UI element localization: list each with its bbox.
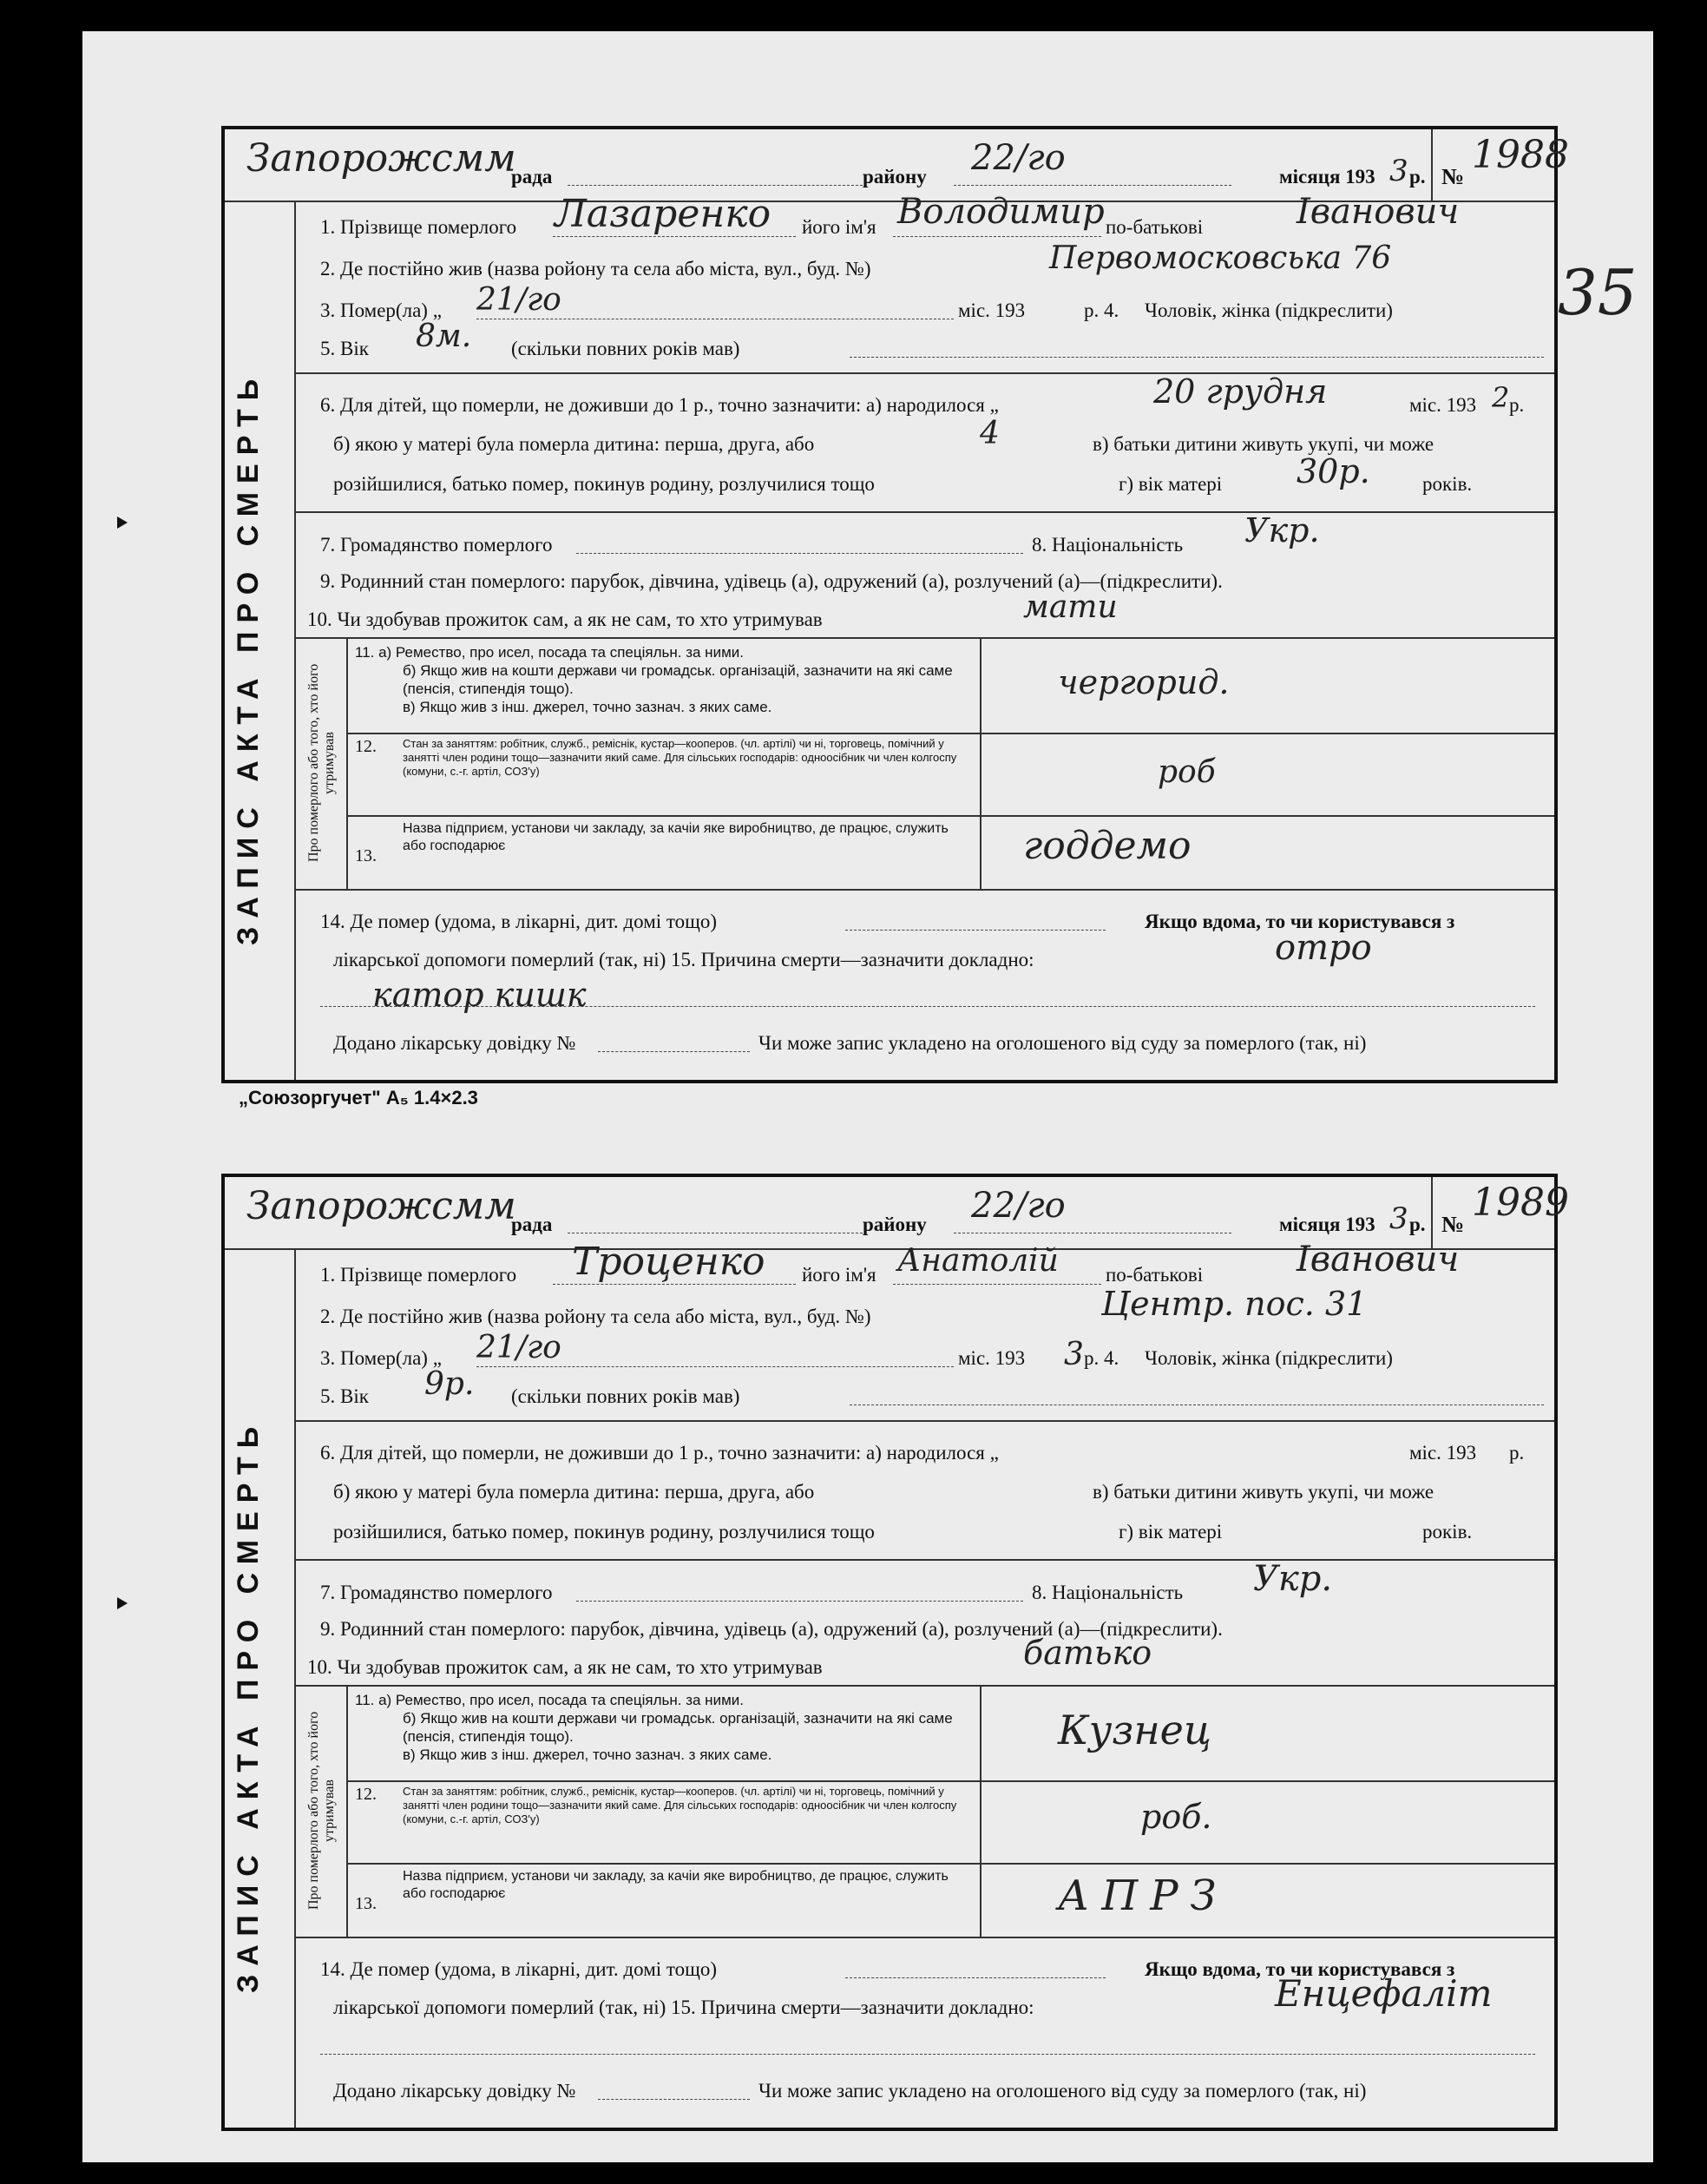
rada-label: рада [511,166,553,187]
q14b-label: Якщо вдома, то чи користувався з [1145,911,1455,932]
address: Центр. пос. 31 [1101,1285,1368,1323]
q3-label: 3. Помер(ла) „ [320,299,442,321]
q8-label: 8. Національність [1032,534,1184,556]
born-year: 2 [1492,381,1510,414]
sub-side-label: Про померлого або того, хто його утримував [306,663,337,863]
side-title: ЗАПИС АКТА ПРО СМЕРТЬ [232,1418,265,1993]
q11a: 11. а) Ремество, про исел, посада та спеціяльн. за ними. [355,644,744,661]
cause: Енцефаліт [1275,1972,1493,2015]
death-day: 21/го [476,282,561,318]
age: 8м. [416,319,472,354]
born: 20 грудня [1153,372,1328,411]
death-day: 21/го [476,1330,561,1365]
q5-mid: (скільки повних років мав) [511,338,740,359]
q6v-label: в) батьки дитини живуть укупі, чи може [1093,433,1435,455]
occupation: Кузнец [1058,1707,1211,1753]
workplace: АПРЗ [1058,1872,1229,1920]
supporter: мати [1023,589,1118,625]
q6g-label: г) вік матері [1119,473,1223,495]
q12-text: Стан за заняттям: робітник, служб., реміснік, кустар—кооперов. (чл. артілі) чи ні, торговець, помічний у занятті член родини тощо—зазначити який саме. Для сільських господарів: одноосібник чи член колгоспу (комуни, с.-г. артіл, СОЗ'у) [403,737,957,778]
age: 9р. [424,1366,475,1402]
death-record-form-2: Запорожсмм рада району 22/го місяця 193 3 р. № 1989 ЗАПИС АКТА ПРО СМЕРТЬ 1. Прізвище померлого Троценко його ім'я Анатолій по-батькові Іванович 2. Де постійно жив (назва ройону та села або міста, вул., буд. №) Центр. пос. 31 3. Помер(ла) „ 21/го міс. 193 3 р. 4. Чоловік, жінка (підкреслити) 5. Вік 9р. (скільки повних років мав) 6. Для дітей, що померли, не доживши до 1 р., точно зазначити: а) народилося „ міс. 193 р. б) якою у матері була померла дитина: перша, друга, або в) батьки дитини живуть укупі, чи може розійшилися, батько помер, покинув родину, розлучилися тощо г) вік матері років. 7. Громадянство померлого 8. Національність Укр. 9. Родинний стан померлого: парубок, дівчина, удівець (а), одружений (а), розлучений (а)—(підкреслити). 10. Чи здобував прожиток сам, а як не сам, то хто утримував батько Про померлого або того, хто його утримував 11. а) Ремество, про исел, посада та спеціяльн. за ними. б) Якщо жив на кошти держави чи громадськ. організацій, зазначити на які саме (пенсія, стипендія тощо). в) Якщо жив з інш. джерел, точно зазнач. з яких саме. Кузнец 12. Стан за заняттям: робітник, служб., реміснік, кустар—кооперов. (чл. артілі) чи ні, торговець, помічний у занятті член родини тощо—зазначити який саме. Для сільських господарів: одноосібник чи член колгоспу (комуни, с.-г. артіл, СОЗ'у) роб. 13. Назва підприєм, установи чи закладу, за качіи яке виробництво, де працює, служить або господарює АПРЗ 14. Де помер (удома, в лікарні, дит. домі тощо) Якщо вдома, то чи користувався з лікарської допомоги померлий (так, ні) 15. Причина смерти—зазначити докладно: Енцефаліт Додано лікарську довідку № Чи може запис укладено на оголошеного від суду за померлого (так, ні) [221,1174,1558,2131]
occupation: чергорид. [1058,663,1230,701]
q11b: б) Якщо жив на кошти держави чи громадськ. організацій, зазначити на які саме (пенсія, стипендія тощо). [403,662,953,697]
death-record-form-1: Запорожсмм рада району 22/го місяця 193 3 р. № 1988 ЗАПИС АКТА ПРО СМЕРТЬ 1. Прізвище померлого Лазаренко його ім'я Володимир по-батькові Іванович 2. Де постійно жив (назва ройону та села або міста, вул., буд. №) Первомосковська 76 3. Помер(ла) „ 21/го міс. 193 р. 4. Чоловік, жінка (підкреслити) 5. Вік 8м. (скільки повних років мав) 6. Для дітей, що померли, не доживши до 1 р., точно зазначити: а) народилося „ 20 грудня міс. 193 2 р. б) якою у матері була померла дитина: перша, друга, або 4 в) батьки дитини живуть укупі, чи може розійшилися, батько помер, покинув родину, розлучилися тощо г) вік матері 30р. років. 7. Громадянство померлого 8. Національність Укр. 9. Родинний стан померлого: парубок, дівчина, удівець (а), одружений (а), розлучений (а)—(підкреслити). 10. Чи здобував прожиток сам, а як не сам, то хто утримував мати Про померлого або того, хто його утримував 11. а) Ремество, про исел, посада та спеціяльн. за ними. б) Якщо жив на кошти держави чи громадськ. організацій, зазначити на які саме (пенсія, стипендія тощо). в) Якщо жив з інш. джерел, точно зазнач. з яких саме. чергорид. 12. Стан за заняттям: робітник, служб., реміснік, кустар—кооперов. (чл. артілі) чи ні, торговець, помічний у занятті член родини тощо—зазначити який саме. Для сільських господарів: одноосібник чи член колгоспу (комуни, с.-г. артіл, СОЗ'у) роб 13. Назва підприєм, установи чи закладу, за качіи яке виробництво, де працює, служить або господарює годдемо 14. Де помер (удома, в лікарні, дит. домі тощо) Якщо вдома, то чи користувався з лікарської допомоги померлий (так, ні) 15. Причина смерти—зазначити докладно: отро катор кишк Додано лікарську довідку № Чи може запис укладено на оголошеного від суду за померлого (так, ні) [221,126,1558,1083]
q4-sex: Чоловік, жінка (підкреслити) [1145,299,1393,321]
month-label: місяця 193 [1279,166,1375,187]
side-title-column [225,1248,296,2128]
q1-patr-label: по-батькові [1106,216,1204,238]
q6-label: 6. Для дітей, що померли, не доживши до 1 р., точно зазначити: а) народилося „ [320,394,999,416]
q6c-label: розійшилися, батько помер, покинув родину, розлучилися тощо [333,473,875,495]
nationality: Укр. [1244,511,1320,549]
mother-age: 30р. [1297,452,1370,490]
death-year: 3 [1064,1337,1084,1372]
q2-label: 2. Де постійно жив (назва ройону та села або міста, вул., буд. №) [320,258,871,280]
q1-label: 1. Прізвище померлого [320,216,517,238]
q5-label: 5. Вік [320,338,369,359]
workplace: годдемо [1023,824,1192,868]
surname: Лазаренко [555,192,771,236]
patronymic: Іванович [1297,192,1460,232]
record-number-box: № 1988 [1431,129,1554,201]
record-number: 1989 [1472,1181,1569,1225]
status: роб. [1140,1798,1212,1836]
q15-label: лікарської допомоги померлий (так, ні) 15. Причина смерти—зазначити докладно: [333,949,1034,970]
q6b-label: б) якою у матері була померла дитина: перша, друга, або [333,433,815,455]
status: роб [1158,754,1216,790]
surname: Троценко [572,1240,765,1284]
q16-label: Додано лікарську довідку № [333,1032,576,1054]
first-name: Володимир [897,192,1105,232]
q13-text: Назва підприєм, установи чи закладу, за качіи яке виробництво, де працює, служить або господарює [403,821,949,853]
patronymic: Іванович [1297,1240,1460,1279]
rayon-value: 22/го [971,1186,1066,1226]
rada-value: Запорожсмм [246,1184,516,1228]
record-number-box: № 1989 [1431,1177,1554,1248]
q7-label: 7. Громадянство померлого [320,534,553,556]
r-label: р. [1409,166,1426,187]
year-digit: 3 [1389,1201,1408,1236]
q3-r: р. 4. [1084,299,1119,321]
q11v: в) Якщо жив з інш. джерел, точно зазнач. з яких саме. [403,699,772,715]
q14-label: 14. Де помер (удома, в лікарні, дит. домі тощо) [320,911,718,932]
margin-mark [117,1597,128,1609]
cause: отро [1275,928,1372,968]
margin-number: 35 [1558,256,1638,329]
side-title: ЗАПИС АКТА ПРО СМЕРТЬ [232,370,265,945]
cause-2: катор кишк [372,976,587,1014]
address: Первомосковська 76 [1049,240,1392,276]
rayon-label: району [863,166,927,187]
record-number: 1988 [1472,133,1569,177]
form-header: Запорожсмм рада району 22/го місяця 193 3 р. № 1989 [225,1177,1554,1250]
rada-value: Запорожсмм [246,136,516,181]
side-title-column [225,201,296,1080]
year-digit: 3 [1389,154,1408,188]
q1-name-label: його ім'я [802,216,876,238]
child-order: 4 [980,416,1000,451]
first-name: Анатолій [897,1243,1059,1279]
q3-month: міс. 193 [958,299,1026,321]
rayon-value: 22/го [971,138,1066,178]
q9-label: 9. Родинний стан померлого: парубок, дівчина, удівець (а), одружений (а), розлучений (а)—(підкреслити). [320,570,1223,592]
supporter: батько [1023,1634,1152,1672]
q10-label: 10. Чи здобував прожиток сам, а як не сам, то хто утримував [307,608,823,630]
printer-label: „Союзоргучет" А₅ 1.4×2.3 [239,1087,478,1108]
margin-mark [117,516,128,529]
nationality: Укр. [1253,1559,1333,1599]
q16b-label: Чи може запис укладено на оголошеного від суду за померлого (так, ні) [758,1032,1367,1054]
